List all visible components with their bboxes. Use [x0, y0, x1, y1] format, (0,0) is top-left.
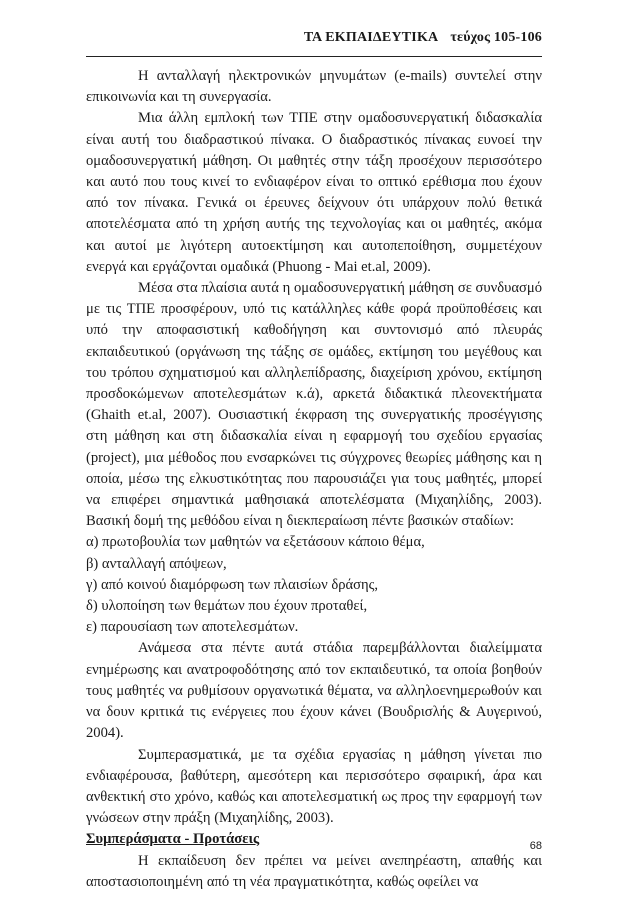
list-item: ε) παρουσίαση των αποτελεσμάτων.	[86, 619, 299, 636]
paragraph-conclusion: Συμπερασματικά, με τα σχέδια εργασίας η μάθηση γίνεται πιο ενδιαφέρουσα, βαθύτερη, αμεσότερη και περισσότερο σφαιρική, άρα και ανθεκτική στο χρόνο, καθώς και αποτελεσματική ως προς την εφαρμογή των γνώσεων στην πράξη (Μιχαηλίδης, 2003).	[86, 746, 542, 827]
running-header	[86, 30, 542, 46]
paragraph-emails: Η ανταλλαγή ηλεκτρονικών μηνυμάτων (e-mails) συντελεί στην επικοινωνία και τη συνεργασία.	[86, 68, 542, 106]
paragraph-interactive-board: Μια άλλη εμπλοκή των ΤΠΕ στην ομαδοσυνεργατική διδασκαλία είναι αυτή του διαδραστικού πίνακα. Ο διαδραστικός πίνακας ευνοεί την ομαδοσυνεργατική μάθηση. Οι μαθητές στην τάξη προσέχουν περισσότερο και αυτό που τους κινεί το ενδιαφέρον είναι το οπτικό ερέθισμα που έχουν από τον πίνακα. Γενικά οι έρευνες δείχνουν ότι υπάρχουν πολύ θετικά αποτελέσματα από τη χρήση αυτής της τεχνολογίας και οι μαθητές, ακόμα και αυτοί με λιγότερη αυτοεκτίμηση και αυτοπεποίθηση, συμμετέχουν ενεργά και εργάζονται ομαδικά (Phuong - Mai et.al, 2009).	[86, 110, 542, 275]
journal-title: ΤΑ ΕΚΠΑΙΔΕΥΤΙΚΑ	[303, 30, 439, 45]
paragraph-section-start: Η εκπαίδευση δεν πρέπει να μείνει ανεπηρέαστη, απαθής και αποστασιοποιημένη από τη νέα πραγματικότητα, καθώς οφείλει να	[86, 852, 542, 890]
list-item: α) πρωτοβουλία των μαθητών να εξετάσουν κάποιο θέμα,	[86, 534, 425, 551]
section-heading: Συμπεράσματα - Προτάσεις	[86, 831, 260, 848]
list-item: γ) από κοινού διαμόρφωση των πλαισίων δράσης,	[86, 576, 379, 593]
header-rule	[86, 56, 542, 57]
page-number: 68	[529, 840, 542, 852]
list-item: β) ανταλλαγή απόψεων,	[86, 555, 227, 572]
list-item: δ) υλοποίηση των θεμάτων που έχουν προταθεί,	[86, 598, 368, 615]
page-body	[86, 66, 542, 893]
paragraph-feedback: Ανάμεσα στα πέντε αυτά στάδια παρεμβάλλονται διαλείμματα ενημέρωσης και ανατροφοδότησης από τον εκπαιδευτικό, τα οποία βοηθούν τους μαθητές να ρυθμίσουν οργανωτικά θέματα, να αλληλοενημερωθούν και να δουν κριτικά τις ενέργειες που έχουν κάνει (Βουδρισλής & Αυγερινού, 2004).	[86, 640, 542, 742]
paragraph-project-method: Μέσα στα πλαίσια αυτά η ομαδοσυνεργατική μάθηση σε συνδυασμό με τις ΤΠΕ προσφέρουν, υπό τις κατάλληλες κάθε φορά προϋποθέσεις και υπό την αποφασιστική καθοδήγηση και συντονισμό από πλευράς εκπαιδευτικού (οργάνωση της τάξης σε ομάδες, εκτίμηση του μεγέθους και του τρόπου σχηματισμού και αλληλεπίδρασης, διαχείριση χρόνου, εκτίμηση προσδοκώμενων αποτελεσμάτων κ.ά), αρκετά διδακτικά πλεονεκτήματα (Ghaith et.al, 2007). Ουσιαστική έκφραση της συνεργατικής προσέγγισης στη μάθηση και στη διδασκαλία είναι η εφαρμογή του σχεδίου εργασίας (project), μια μέθοδος που ενσαρκώνει τις σύγχρονες θεωρίες μάθησης και η οποία, μέσω της ελκυστικότητας που παρουσιάζει για τους μαθητές, μπορεί να επιφέρει σημαντικά μαθησιακά αποτελέσματα (Μιχαηλίδης, 2003). Βασική δομή της μεθόδου είναι η διεκπεραίωση πέντε βασικών σταδίων:	[86, 280, 542, 530]
issue-number: τεύχος 105-106	[450, 30, 542, 45]
